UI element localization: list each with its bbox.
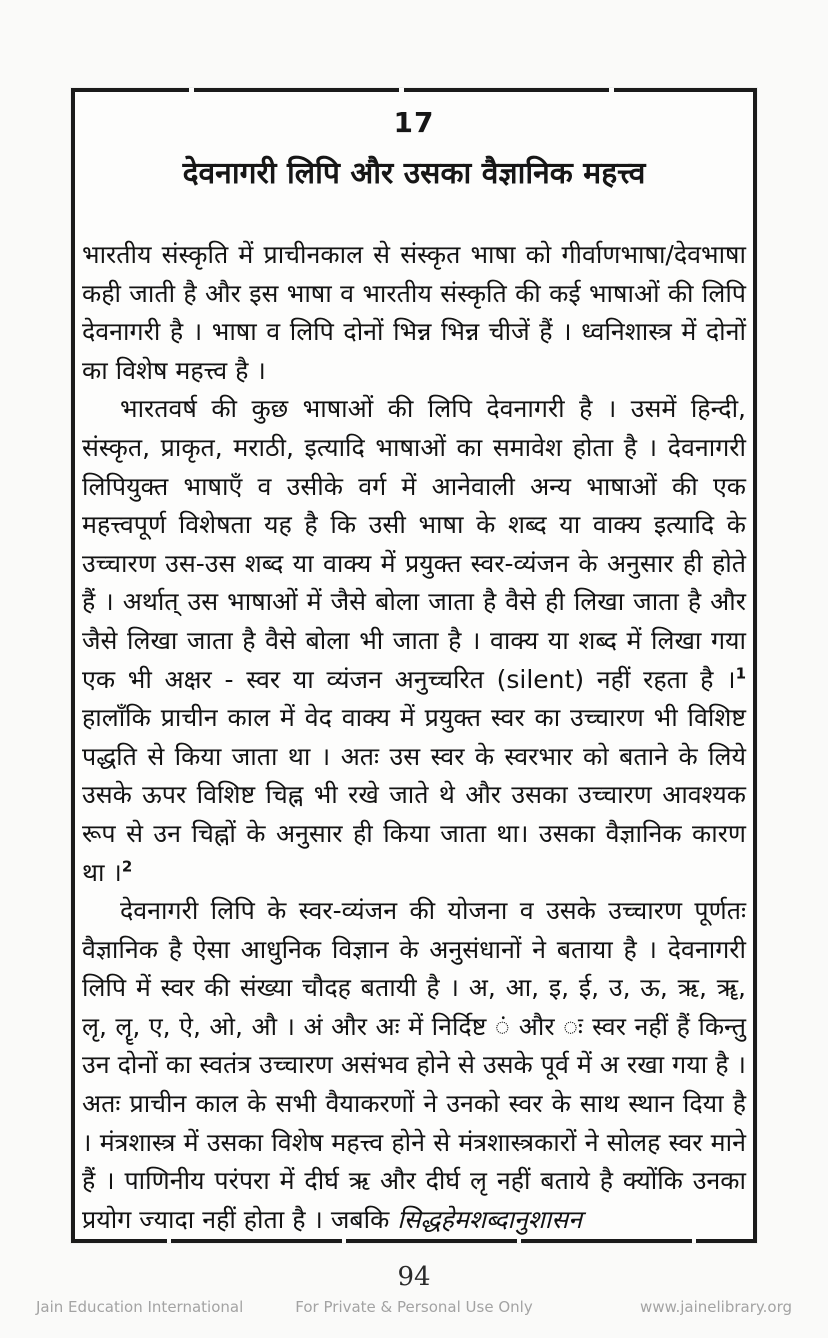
footer-usage-notice: For Private & Personal Use Only (295, 1298, 533, 1316)
italic-term: सिद्धहेमशब्दानुशासन (397, 1204, 583, 1234)
page-frame (71, 88, 757, 1243)
footer-publisher: Jain Education International (36, 1298, 244, 1316)
footnote-marker: 2 (121, 857, 133, 876)
paragraph (82, 892, 746, 1239)
paragraph (82, 390, 746, 892)
body-text (82, 236, 746, 1239)
paragraph (82, 236, 746, 390)
text-run: हालाँकि प्राचीन काल में वेद वाक्य में प्रयुक्त स्वर का उच्चारण भी विशिष्ट पद्धति से किया जाता था । अतः उस स्वर के स्वरभार को बताने के लिये उसके ऊपर विशिष्ट चिह्न भी रखे जाते थे और उसका उच्चारण आवश्यक रूप से उन चिह्नों के अनुसार ही किया जाता था। उसका वैज्ञानिक कारण था । (82, 703, 746, 887)
text-run: भारतवर्ष की कुछ भाषाओं की लिपि देवनागरी है । उसमें हिन्दी, संस्कृत, प्राकृत, मराठी, इत्यादि भाषाओं का समावेश होता है । देवनागरी लिपियुक्त भाषाएँ व उसीके वर्ग में आनेवाली अन्य भाषाओं की एक महत्त्वपूर्ण विशेषता यह है कि उसी भाषा के शब्द या वाक्य इत्यादि के उच्चारण उस-उस शब्द या वाक्य में प्रयुक्त स्वर-व्यंजन के अनुसार ही होते हैं । अर्थात् उस भाषाओं में जैसे बोला जाता है वैसे ही लिखा जाता है और जैसे लिखा जाता है वैसे बोला भी जाता है । वाक्य या शब्द में लिखा गया एक भी अक्षर - स्वर या व्यंजन अनुच्चरित (silent) नहीं रहता है । (82, 394, 746, 694)
footer (36, 1297, 792, 1317)
page-title: देवनागरी लिपि और उसका वैज्ञानिक महत्त्व (182, 156, 646, 191)
text-run: देवनागरी लिपि के स्वर-व्यंजन की योजना व उसके उच्चारण पूर्णतः वैज्ञानिक है ऐसा आधुनिक विज्ञान के अनुसंधानों ने बताया है । देवनागरी लिपि में स्वर की संख्या चौदह बतायी है । अ, आ, इ, ई, उ, ऊ, ऋ, ॠ, लृ, लॄ, ए, ऐ, ओ, औ । अं और अः में निर्दिष्ट ◌ं और ◌ः स्वर नहीं हैं किन्तु उन दोनों का स्वतंत्र उच्चारण असंभव होने से उसके पूर्व में अ रखा गया है । अतः प्राचीन काल के सभी वैयाकरणों ने उनको स्वर के साथ स्थान दिया है । मंत्रशास्त्र में उसका विशेष महत्त्व होने से मंत्रशास्त्रकारों ने सोलह स्वर माने हैं । पाणिनीय परंपरा में दीर्घ ऋ और दीर्घ लृ नहीं बताये है क्योंकि उनका प्रयोग ज्यादा नहीं होता है । जबकि (82, 896, 746, 1234)
footer-website-link[interactable]: www.jainelibrary.org (640, 1298, 792, 1316)
page-number: 94 (397, 1262, 431, 1292)
text-run: भारतीय संस्कृति में प्राचीनकाल से संस्कृत भाषा को गीर्वाणभाषा/देवभाषा कही जाती है और इस भाषा व भारतीय संस्कृति की कई भाषाओं की लिपि देवनागरी है । भाषा व लिपि दोनों भिन्न भिन्न चीजें हैं । ध्वनिशास्त्र में दोनों का विशेष महत्त्व है । (82, 240, 746, 385)
footnote-marker: 1 (735, 664, 746, 683)
chapter-number: 17 (393, 106, 435, 139)
